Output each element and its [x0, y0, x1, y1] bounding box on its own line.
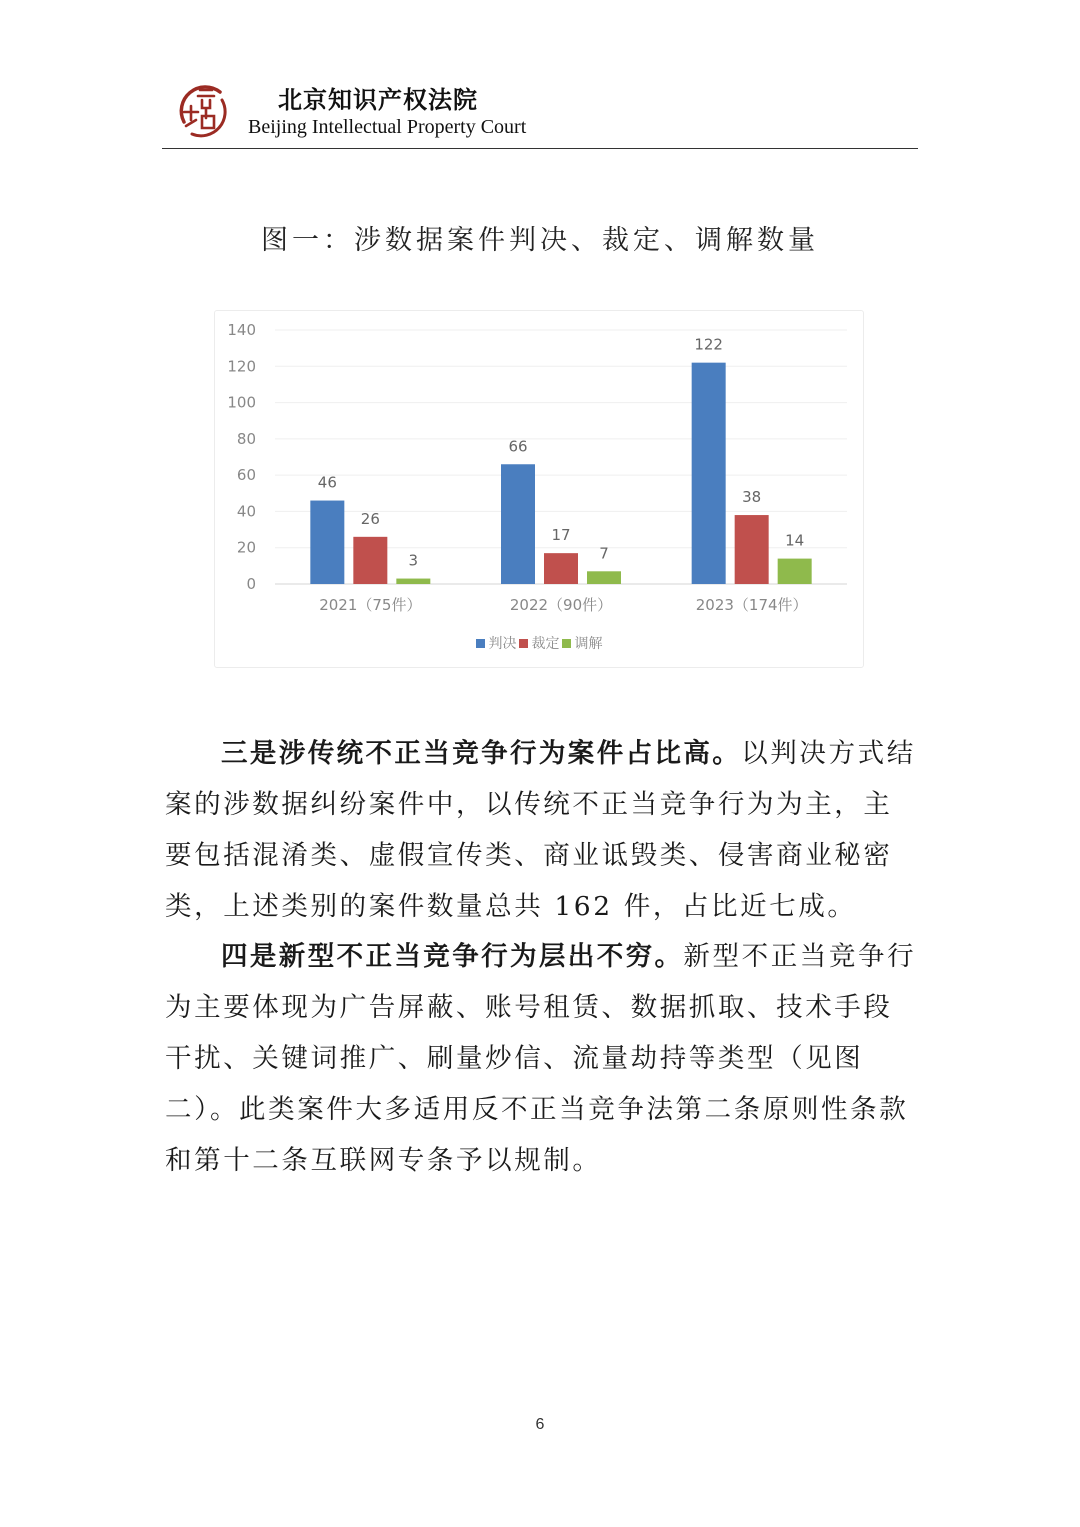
- legend-swatch: [476, 639, 485, 648]
- legend-item: [476, 633, 517, 653]
- y-tick-label: 100: [227, 393, 256, 412]
- legend-label: 裁定: [531, 636, 560, 652]
- page-number: 6: [535, 1416, 545, 1433]
- paragraph-three-lead: 三是涉传统不正当竞争行为案件占比高。: [221, 738, 742, 769]
- bar-调解: [778, 559, 812, 584]
- y-tick-label: 80: [236, 429, 256, 448]
- bar-裁定: [353, 537, 387, 584]
- bar-chart-svg: [215, 311, 863, 667]
- paragraph-three: [165, 728, 917, 932]
- legend-label: 判决: [488, 636, 517, 652]
- data-label: 66: [508, 437, 528, 456]
- y-tick-label: 140: [227, 321, 256, 339]
- bar-判决: [692, 363, 726, 584]
- paragraph-three-text: 以判决方式结案的涉数据纠纷案件中，以传统不正当竞争行为为主，主要包括混淆类、虚假宣传类、商业诋毁类、侵害商业秘密类，上述类别的案件数量总共 162 件，占比近七成。: [165, 738, 916, 922]
- data-label: 14: [785, 531, 805, 550]
- data-label: 17: [551, 526, 571, 545]
- legend-item: [519, 633, 560, 653]
- data-label: 7: [599, 544, 609, 563]
- legend-swatch: [562, 639, 571, 648]
- paragraph-four-lead: 四是新型不正当竞争行为层出不穷。: [221, 941, 684, 972]
- y-tick-label: 0: [246, 575, 256, 593]
- data-label: 38: [742, 488, 762, 507]
- bar-判决: [310, 501, 344, 584]
- bar-裁定: [544, 553, 578, 584]
- bar-判决: [501, 464, 535, 584]
- paragraph-four-text: 新型不正当竞争行为主要体现为广告屏蔽、账号租赁、数据抓取、技术手段干扰、关键词推广、刷量炒信、流量劫持等类型（见图二）。此类案件大多适用反不正当竞争法第二条原则性条款和第十二条互联网专条予以规制。: [165, 941, 917, 1176]
- legend-item: [562, 633, 603, 653]
- bar-裁定: [735, 515, 769, 584]
- data-label: 46: [317, 473, 337, 492]
- org-name-chinese: 北京知识产权法院: [278, 86, 478, 114]
- x-tick-label: 2021（75件）: [319, 596, 422, 614]
- data-label: 122: [694, 335, 723, 354]
- y-tick-label: 120: [227, 357, 256, 376]
- chart-legend: [215, 633, 863, 653]
- court-seal-logo-icon: [170, 78, 234, 142]
- paragraph-four: [165, 931, 917, 1186]
- legend-swatch: [519, 639, 528, 648]
- page-header: [162, 70, 918, 149]
- y-tick-label: 60: [236, 466, 256, 485]
- bar-调解: [587, 571, 621, 584]
- x-tick-label: 2022（90件）: [509, 596, 613, 614]
- x-tick-label: 2023（174件）: [695, 596, 808, 614]
- data-label: 3: [408, 551, 419, 570]
- y-tick-label: 40: [236, 502, 256, 521]
- legend-label: 调解: [574, 636, 603, 652]
- data-label: 26: [360, 509, 380, 528]
- y-tick-label: 20: [236, 538, 256, 557]
- figure-caption: 图一：涉数据案件判决、裁定、调解数量: [261, 225, 819, 256]
- bar-chart: [214, 310, 864, 668]
- bar-调解: [396, 579, 430, 584]
- org-name-english: Beijing Intellectual Property Court: [248, 116, 527, 138]
